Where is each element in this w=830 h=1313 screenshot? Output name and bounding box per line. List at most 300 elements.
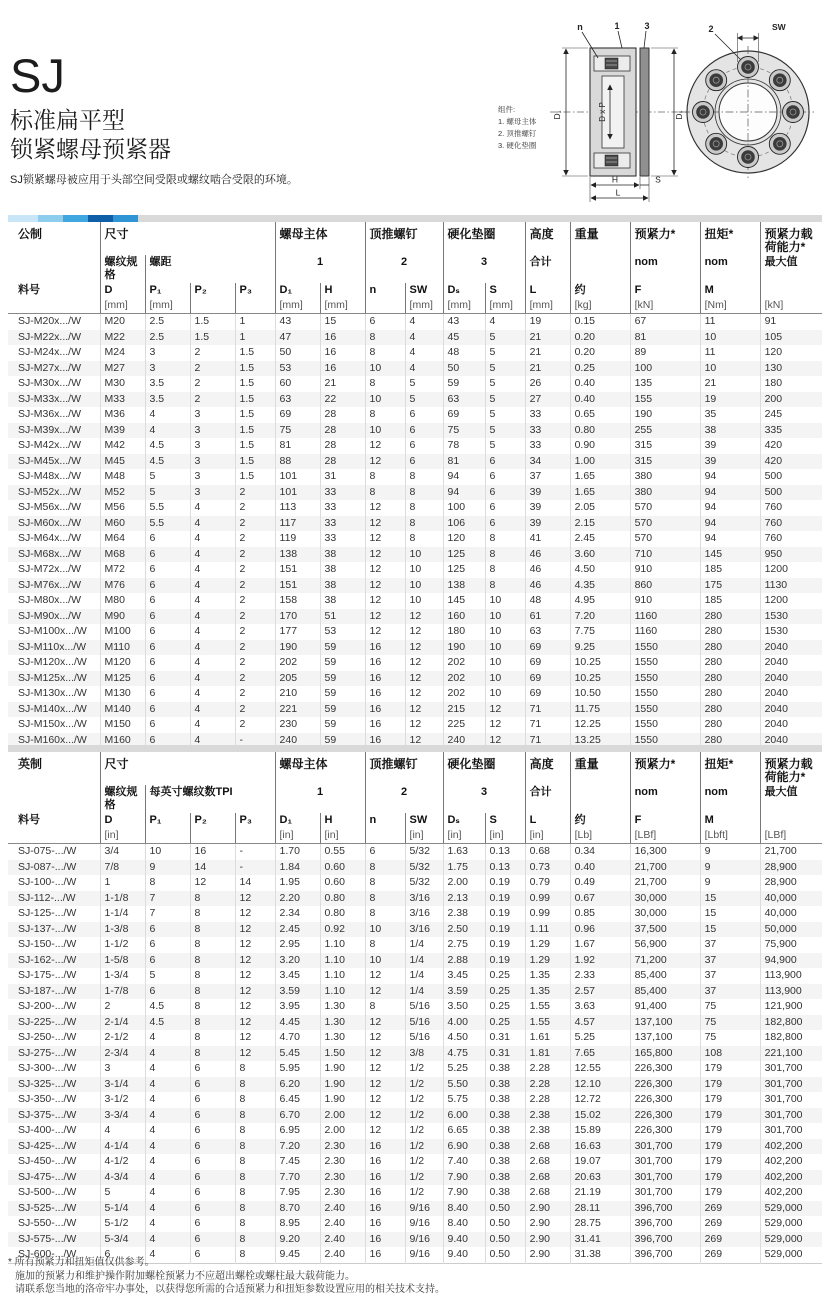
value-cell: 402,200: [764, 1139, 803, 1152]
value-cell: 16: [320, 361, 365, 377]
value-cell: 151: [275, 578, 320, 594]
value-cell: 2040: [764, 702, 788, 715]
value-cell: 2: [235, 531, 275, 547]
value-cell: 5/32: [405, 860, 443, 876]
part-number-cell: SJ-M27x.../W: [8, 361, 100, 377]
value-cell: 4.50: [443, 1030, 485, 1046]
value-cell: 12: [235, 968, 275, 984]
value-cell: 1/2: [405, 1061, 443, 1077]
table-row: [8, 937, 822, 953]
value-cell: 60: [275, 376, 320, 392]
page-title: SJ: [10, 49, 65, 102]
value-cell: 12: [365, 516, 405, 532]
part-number-cell: SJ-400-.../W: [8, 1123, 100, 1139]
value-cell: 40,000: [764, 907, 797, 919]
legend-title: 组件:: [498, 105, 516, 114]
value-cell: 179: [700, 1108, 760, 1124]
header-cell: n: [365, 813, 405, 828]
value-cell: M120: [100, 655, 145, 671]
value-cell: 5.25: [443, 1061, 485, 1077]
value-cell: 120: [764, 346, 783, 358]
value-cell: 202: [275, 655, 320, 671]
part-number-cell: SJ-M56x.../W: [8, 500, 100, 516]
value-cell: 105: [764, 330, 783, 343]
header-cell: [8, 298, 100, 314]
value-cell: 5.50: [443, 1077, 485, 1093]
value-cell: 6: [190, 1232, 235, 1248]
value-cell: M68: [100, 547, 145, 563]
page-subtitle: [10, 106, 171, 164]
value-cell: 10: [365, 392, 405, 408]
value-cell: 0.15: [570, 314, 630, 330]
header-cell: 重量: [570, 222, 630, 255]
jack-screw-icon: [706, 133, 727, 154]
value-cell: 10: [365, 953, 405, 969]
value-cell: 6.95: [275, 1123, 320, 1139]
value-cell: 10: [405, 547, 443, 563]
value-cell: 6.45: [275, 1092, 320, 1108]
header-cell: [8, 255, 100, 283]
value-cell: 2: [235, 547, 275, 563]
value-cell: 45: [443, 330, 485, 346]
header-cell: 预紧力*: [630, 752, 700, 785]
header-cell: P₁: [145, 813, 190, 828]
part-number-cell: SJ-087-.../W: [8, 860, 100, 876]
header-cell: nom: [630, 785, 700, 813]
value-cell: 269: [700, 1247, 760, 1263]
value-cell: 4: [190, 531, 235, 547]
value-cell: 7: [145, 891, 190, 907]
value-cell: 2.45: [275, 922, 320, 938]
header-cell: [in]: [100, 828, 145, 844]
value-cell: 6.65: [443, 1123, 485, 1139]
table-row: [8, 438, 822, 454]
value-cell: 15: [700, 922, 760, 938]
value-cell: 6: [145, 733, 190, 749]
hardened-washer: [640, 48, 649, 176]
value-cell: 19: [525, 314, 570, 330]
value-cell: 420: [764, 439, 783, 451]
value-cell: 215: [443, 702, 485, 718]
value-cell: 37: [525, 469, 570, 485]
value-cell: 130: [764, 361, 783, 374]
value-cell: 0.19: [485, 875, 525, 891]
table-row: [8, 999, 822, 1015]
value-cell: 158: [275, 593, 320, 609]
value-cell: 2040: [764, 640, 788, 653]
value-cell: 226,300: [630, 1077, 700, 1093]
header-cell: D: [100, 283, 145, 298]
value-cell: 2.15: [570, 516, 630, 532]
value-cell: 2: [235, 624, 275, 640]
value-cell: 10: [365, 922, 405, 938]
value-cell: 2: [235, 500, 275, 516]
value-cell: 145: [700, 547, 760, 563]
header-cell: [235, 828, 275, 844]
value-cell: M20: [100, 314, 145, 330]
value-cell: M80: [100, 593, 145, 609]
value-cell: 420: [764, 454, 783, 467]
value-cell: 12: [405, 733, 443, 749]
value-cell: 8: [190, 1030, 235, 1046]
value-cell: 1.10: [320, 984, 365, 1000]
value-cell: 12: [365, 968, 405, 984]
header-cell: P₃: [235, 283, 275, 298]
part-number-cell: SJ-M45x.../W: [8, 454, 100, 470]
value-cell: 12: [235, 891, 275, 907]
value-cell: 91: [764, 315, 777, 327]
value-cell: 179: [700, 1170, 760, 1186]
value-cell: 11.75: [570, 702, 630, 718]
value-cell: 6: [365, 844, 405, 860]
value-cell: 21,700: [764, 845, 797, 857]
value-cell: 26: [525, 376, 570, 392]
value-cell: M76: [100, 578, 145, 594]
value-cell: 7.90: [443, 1185, 485, 1201]
value-cell: 6: [190, 1216, 235, 1232]
value-cell: 94: [700, 485, 760, 501]
header-cell: nom: [700, 255, 760, 283]
value-cell: 100: [630, 361, 700, 377]
value-cell: 6: [145, 562, 190, 578]
value-cell: 4-1/2: [100, 1154, 145, 1170]
value-cell: 8: [365, 937, 405, 953]
value-cell: 910: [630, 593, 700, 609]
value-cell: 0.50: [485, 1216, 525, 1232]
value-cell: 38: [700, 423, 760, 439]
value-cell: 10.25: [570, 671, 630, 687]
value-cell: 75: [700, 1030, 760, 1046]
value-cell: 6: [145, 547, 190, 563]
value-cell: 5/32: [405, 844, 443, 860]
value-cell: 33: [525, 438, 570, 454]
header-cell: L: [525, 283, 570, 298]
value-cell: 0.49: [570, 875, 630, 891]
value-cell: 6: [145, 686, 190, 702]
value-cell: 6: [100, 1247, 145, 1263]
value-cell: M72: [100, 562, 145, 578]
value-cell: 7.65: [570, 1046, 630, 1062]
part-number-cell: SJ-M42x.../W: [8, 438, 100, 454]
value-cell: 0.19: [485, 937, 525, 953]
value-cell: 63: [525, 624, 570, 640]
table-row: [8, 500, 822, 516]
value-cell: 0.38: [485, 1061, 525, 1077]
value-cell: 12: [365, 578, 405, 594]
value-cell: 59: [320, 640, 365, 656]
value-cell: 33: [320, 485, 365, 501]
value-cell: 16: [190, 844, 235, 860]
value-cell: 71: [525, 733, 570, 749]
value-cell: 1-3/8: [100, 922, 145, 938]
value-cell: 10: [405, 562, 443, 578]
table-row: [8, 1232, 822, 1248]
value-cell: 529,000: [764, 1217, 803, 1229]
value-cell: 0.31: [485, 1030, 525, 1046]
value-cell: 0.20: [570, 330, 630, 346]
value-cell: 1.55: [525, 1015, 570, 1031]
value-cell: 1550: [630, 686, 700, 702]
value-cell: 21: [700, 376, 760, 392]
value-cell: 31.41: [570, 1232, 630, 1248]
header-cell: [235, 298, 275, 314]
value-cell: 12: [190, 875, 235, 891]
value-cell: 9: [700, 875, 760, 891]
value-cell: 5: [405, 376, 443, 392]
value-cell: 38: [320, 578, 365, 594]
part-number-cell: SJ-M130x.../W: [8, 686, 100, 702]
value-cell: 0.25: [485, 1015, 525, 1031]
value-cell: 9.20: [275, 1232, 320, 1248]
part-number-cell: SJ-M30x.../W: [8, 376, 100, 392]
header-cell: 预紧力载荷能力*: [764, 227, 813, 254]
value-cell: 16: [365, 671, 405, 687]
table-row: [8, 423, 822, 439]
value-cell: 1.5: [235, 376, 275, 392]
value-cell: 3.45: [275, 968, 320, 984]
value-cell: 12: [365, 609, 405, 625]
value-cell: 16: [365, 717, 405, 733]
accent-bar-segment: [63, 215, 88, 222]
value-cell: 2: [235, 516, 275, 532]
value-cell: 2.90: [525, 1216, 570, 1232]
header-cell: 尺寸: [100, 752, 275, 785]
header-cell: S: [485, 283, 525, 298]
metric-table: [8, 222, 822, 749]
value-cell: 12: [365, 1077, 405, 1093]
jack-screw-icon: [769, 133, 790, 154]
value-cell: 21: [525, 345, 570, 361]
value-cell: 69: [525, 671, 570, 687]
value-cell: 2: [190, 361, 235, 377]
value-cell: 2.95: [275, 937, 320, 953]
header-cell: 尺寸: [100, 222, 275, 255]
value-cell: 2.20: [275, 891, 320, 907]
part-number-cell: SJ-M36x.../W: [8, 407, 100, 423]
value-cell: 16: [365, 1201, 405, 1217]
value-cell: 2.50: [443, 922, 485, 938]
part-number-cell: SJ-M110x.../W: [8, 640, 100, 656]
value-cell: 4.35: [570, 578, 630, 594]
value-cell: M150: [100, 717, 145, 733]
value-cell: 12: [235, 1015, 275, 1031]
table-row: [8, 330, 822, 346]
header-cell: 约: [570, 283, 630, 298]
value-cell: 59: [320, 733, 365, 749]
value-cell: 69: [275, 407, 320, 423]
header-cell: [mm]: [145, 298, 190, 314]
value-cell: 4: [190, 717, 235, 733]
value-cell: 1/2: [405, 1077, 443, 1093]
value-cell: 94: [700, 531, 760, 547]
value-cell: 226,300: [630, 1092, 700, 1108]
value-cell: 6: [405, 423, 443, 439]
value-cell: 2: [235, 686, 275, 702]
value-cell: 6: [485, 469, 525, 485]
part-number-cell: SJ-M160x.../W: [8, 733, 100, 749]
value-cell: 12: [235, 937, 275, 953]
value-cell: 4: [405, 345, 443, 361]
jack-screw-icon: [706, 70, 727, 91]
value-cell: 2.5: [145, 314, 190, 330]
value-cell: 1.35: [525, 984, 570, 1000]
value-cell: 6: [190, 1077, 235, 1093]
value-cell: 2.40: [320, 1232, 365, 1248]
value-cell: 1.61: [525, 1030, 570, 1046]
value-cell: 190: [443, 640, 485, 656]
value-cell: 6: [190, 1139, 235, 1155]
value-cell: 6.90: [443, 1139, 485, 1155]
value-cell: 301,700: [764, 1062, 803, 1074]
header-cell: [LBf]: [630, 828, 700, 844]
value-cell: 94: [443, 485, 485, 501]
value-cell: 12: [365, 454, 405, 470]
jack-screw-icon: [738, 147, 759, 168]
value-cell: 230: [275, 717, 320, 733]
value-cell: 4: [405, 314, 443, 330]
value-cell: 202: [443, 686, 485, 702]
table-row: [8, 717, 822, 733]
value-cell: 7.45: [275, 1154, 320, 1170]
value-cell: 2.45: [570, 531, 630, 547]
value-cell: 4: [145, 407, 190, 423]
value-cell: 2.00: [320, 1123, 365, 1139]
value-cell: 16,300: [630, 844, 700, 860]
value-cell: 1.5: [235, 345, 275, 361]
value-cell: 221,100: [764, 1046, 803, 1059]
part-number-cell: SJ-500-.../W: [8, 1185, 100, 1201]
value-cell: 67: [630, 314, 700, 330]
value-cell: 0.67: [570, 891, 630, 907]
header-cell: SW: [405, 283, 443, 298]
value-cell: 0.60: [320, 875, 365, 891]
value-cell: 5: [485, 330, 525, 346]
value-cell: 10: [700, 361, 760, 377]
header-cell: F: [630, 813, 700, 828]
header-cell: [145, 828, 190, 844]
value-cell: 280: [700, 702, 760, 718]
value-cell: 155: [630, 392, 700, 408]
value-cell: 1160: [630, 609, 700, 625]
value-cell: 1.90: [320, 1061, 365, 1077]
header-cell: P₁: [145, 283, 190, 298]
value-cell: 2.28: [525, 1061, 570, 1077]
value-cell: 6: [405, 454, 443, 470]
value-cell: 0.20: [570, 345, 630, 361]
value-cell: 280: [700, 733, 760, 749]
value-cell: 1: [100, 875, 145, 891]
value-cell: 106: [443, 516, 485, 532]
value-cell: 59: [320, 702, 365, 718]
header-cell: [570, 785, 630, 813]
value-cell: M39: [100, 423, 145, 439]
footnote-line: * 所有预紧力和扭矩值仅供参考。: [8, 1257, 155, 1268]
value-cell: 3.60: [570, 547, 630, 563]
table-row: [8, 516, 822, 532]
value-cell: 396,700: [630, 1216, 700, 1232]
value-cell: 48: [525, 593, 570, 609]
value-cell: 12: [485, 717, 525, 733]
value-cell: 0.65: [570, 407, 630, 423]
value-cell: 8: [190, 1046, 235, 1062]
value-cell: 21,700: [630, 860, 700, 876]
value-cell: 46: [525, 562, 570, 578]
value-cell: 6: [190, 1061, 235, 1077]
value-cell: 6: [145, 702, 190, 718]
value-cell: 12: [365, 438, 405, 454]
value-cell: 8: [235, 1108, 275, 1124]
value-cell: 8: [190, 891, 235, 907]
value-cell: 3.20: [275, 953, 320, 969]
value-cell: 177: [275, 624, 320, 640]
value-cell: 1/2: [405, 1123, 443, 1139]
value-cell: 2: [190, 376, 235, 392]
table-row: [8, 562, 822, 578]
value-cell: 3-1/2: [100, 1092, 145, 1108]
value-cell: 1.5: [235, 361, 275, 377]
value-cell: 2: [235, 640, 275, 656]
diagram-legend: [498, 104, 537, 150]
value-cell: 10: [405, 578, 443, 594]
part-number-cell: SJ-200-.../W: [8, 999, 100, 1015]
value-cell: 1.5: [235, 423, 275, 439]
value-cell: 3: [145, 345, 190, 361]
header-cell: SW: [405, 813, 443, 828]
value-cell: 59: [320, 717, 365, 733]
value-cell: 71: [525, 717, 570, 733]
value-cell: 269: [700, 1216, 760, 1232]
value-cell: 75,900: [764, 938, 797, 950]
part-number-cell: SJ-M64x.../W: [8, 531, 100, 547]
value-cell: 8: [190, 937, 235, 953]
value-cell: 137,100: [630, 1015, 700, 1031]
value-cell: 15: [320, 314, 365, 330]
value-cell: 5: [100, 1185, 145, 1201]
value-cell: 7.95: [275, 1185, 320, 1201]
value-cell: 1/4: [405, 984, 443, 1000]
value-cell: 8: [365, 860, 405, 876]
value-cell: 402,200: [764, 1170, 803, 1183]
value-cell: 1.35: [525, 968, 570, 984]
value-cell: 88: [275, 454, 320, 470]
table-row: [8, 1046, 822, 1062]
value-cell: 280: [700, 686, 760, 702]
value-cell: 245: [764, 408, 783, 420]
value-cell: 2.34: [275, 906, 320, 922]
header-cell: D: [100, 813, 145, 828]
value-cell: 8: [365, 999, 405, 1015]
value-cell: 1.29: [525, 937, 570, 953]
header-cell: [760, 813, 822, 828]
value-cell: 7/8: [100, 860, 145, 876]
header-row: [8, 298, 822, 314]
value-cell: 4: [145, 423, 190, 439]
value-cell: 9/16: [405, 1216, 443, 1232]
value-cell: 8: [485, 578, 525, 594]
value-cell: 39: [525, 516, 570, 532]
value-cell: 3: [145, 361, 190, 377]
value-cell: 0.90: [570, 438, 630, 454]
value-cell: 3.59: [443, 984, 485, 1000]
value-cell: 4: [485, 314, 525, 330]
value-cell: 53: [320, 624, 365, 640]
value-cell: 9: [700, 860, 760, 876]
value-cell: 12: [365, 500, 405, 516]
value-cell: 38: [320, 547, 365, 563]
value-cell: 19.07: [570, 1154, 630, 1170]
value-cell: 4: [100, 1123, 145, 1139]
value-cell: 1.5: [235, 469, 275, 485]
